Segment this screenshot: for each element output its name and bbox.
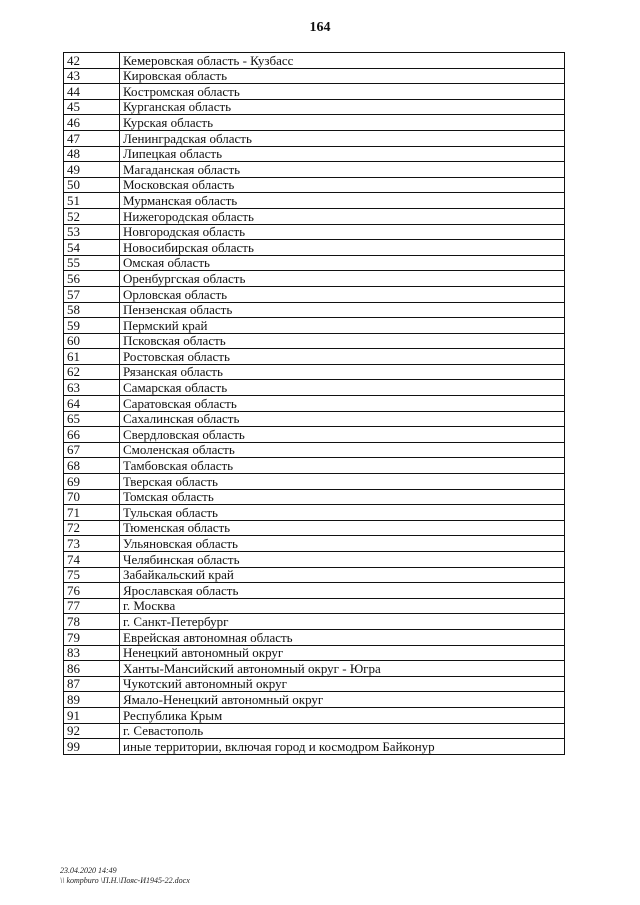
region-code-cell: 57: [64, 286, 120, 302]
region-name-cell: иные территории, включая город и космодром Байконур: [120, 739, 565, 755]
region-name-cell: Нижегородская область: [120, 208, 565, 224]
region-code-cell: 71: [64, 505, 120, 521]
region-code-cell: 50: [64, 177, 120, 193]
region-name-cell: Костромская область: [120, 84, 565, 100]
table-row: [64, 302, 565, 318]
table-row: [64, 505, 565, 521]
region-code-cell: 55: [64, 255, 120, 271]
region-name-cell: Мурманская область: [120, 193, 565, 209]
region-code-cell: 45: [64, 99, 120, 115]
region-name-cell: Еврейская автономная область: [120, 629, 565, 645]
region-name-cell: Ханты-Мансийский автономный округ - Югра: [120, 661, 565, 677]
regions-table-body: [64, 53, 565, 755]
region-name-cell: Республика Крым: [120, 707, 565, 723]
table-row: [64, 146, 565, 162]
table-row: [64, 349, 565, 365]
region-code-cell: 67: [64, 442, 120, 458]
region-code-cell: 56: [64, 271, 120, 287]
table-row: [64, 115, 565, 131]
region-name-cell: Тверская область: [120, 474, 565, 490]
region-name-cell: Магаданская область: [120, 162, 565, 178]
table-row: [64, 474, 565, 490]
table-row: [64, 458, 565, 474]
region-code-cell: 76: [64, 583, 120, 599]
region-name-cell: Кировская область: [120, 68, 565, 84]
region-code-cell: 61: [64, 349, 120, 365]
table-row: [64, 645, 565, 661]
table-row: [64, 162, 565, 178]
region-name-cell: Ярославская область: [120, 583, 565, 599]
table-row: [64, 224, 565, 240]
table-row: [64, 364, 565, 380]
table-row: [64, 583, 565, 599]
page-number: 164: [309, 20, 331, 35]
region-name-cell: Рязанская область: [120, 364, 565, 380]
table-row: [64, 53, 565, 69]
table-row: [64, 567, 565, 583]
region-name-cell: Липецкая область: [120, 146, 565, 162]
region-code-cell: 75: [64, 567, 120, 583]
region-name-cell: Омская область: [120, 255, 565, 271]
footer-file-path: \\ kompburo \П.Н.\Пояс-И1945-22.docx: [60, 876, 190, 885]
region-name-cell: Кемеровская область - Кузбасс: [120, 53, 565, 69]
region-name-cell: Саратовская область: [120, 396, 565, 412]
region-name-cell: Забайкальский край: [120, 567, 565, 583]
region-name-cell: г. Москва: [120, 598, 565, 614]
region-name-cell: г. Севастополь: [120, 723, 565, 739]
region-code-cell: 74: [64, 552, 120, 568]
table-row: [64, 614, 565, 630]
region-name-cell: Тамбовская область: [120, 458, 565, 474]
region-name-cell: Московская область: [120, 177, 565, 193]
region-code-cell: 69: [64, 474, 120, 490]
table-row: [64, 723, 565, 739]
table-row: [64, 193, 565, 209]
region-name-cell: Свердловская область: [120, 427, 565, 443]
region-code-cell: 59: [64, 318, 120, 334]
table-row: [64, 411, 565, 427]
region-code-cell: 79: [64, 629, 120, 645]
region-code-cell: 53: [64, 224, 120, 240]
table-row: [64, 442, 565, 458]
table-row: [64, 396, 565, 412]
table-row: [64, 692, 565, 708]
region-code-cell: 44: [64, 84, 120, 100]
region-code-cell: 83: [64, 645, 120, 661]
table-row: [64, 598, 565, 614]
region-code-cell: 63: [64, 380, 120, 396]
region-code-cell: 72: [64, 520, 120, 536]
region-name-cell: Пермский край: [120, 318, 565, 334]
table-row: [64, 380, 565, 396]
region-code-cell: 46: [64, 115, 120, 131]
region-code-cell: 62: [64, 364, 120, 380]
region-code-cell: 64: [64, 396, 120, 412]
table-row: [64, 707, 565, 723]
document-footer: [60, 866, 190, 886]
region-name-cell: Ростовская область: [120, 349, 565, 365]
table-row: [64, 286, 565, 302]
region-name-cell: Томская область: [120, 489, 565, 505]
region-code-cell: 92: [64, 723, 120, 739]
region-name-cell: Ямало-Ненецкий автономный округ: [120, 692, 565, 708]
region-code-cell: 70: [64, 489, 120, 505]
region-name-cell: Ленинградская область: [120, 130, 565, 146]
region-name-cell: Новосибирская область: [120, 240, 565, 256]
region-code-cell: 48: [64, 146, 120, 162]
region-name-cell: Смоленская область: [120, 442, 565, 458]
region-name-cell: Самарская область: [120, 380, 565, 396]
region-code-cell: 60: [64, 333, 120, 349]
table-row: [64, 629, 565, 645]
region-name-cell: Челябинская область: [120, 552, 565, 568]
region-code-cell: 52: [64, 208, 120, 224]
region-name-cell: Пензенская область: [120, 302, 565, 318]
region-code-cell: 66: [64, 427, 120, 443]
regions-table: [63, 52, 565, 755]
region-code-cell: 54: [64, 240, 120, 256]
table-row: [64, 520, 565, 536]
region-name-cell: Ненецкий автономный округ: [120, 645, 565, 661]
region-code-cell: 43: [64, 68, 120, 84]
table-row: [64, 333, 565, 349]
region-code-cell: 99: [64, 739, 120, 755]
footer-timestamp: 23.04.2020 14:49: [60, 866, 117, 875]
table-row: [64, 661, 565, 677]
region-name-cell: Тульская область: [120, 505, 565, 521]
region-name-cell: Новгородская область: [120, 224, 565, 240]
region-code-cell: 87: [64, 676, 120, 692]
region-name-cell: Орловская область: [120, 286, 565, 302]
region-name-cell: Курганская область: [120, 99, 565, 115]
region-code-cell: 58: [64, 302, 120, 318]
table-row: [64, 739, 565, 755]
region-code-cell: 89: [64, 692, 120, 708]
table-row: [64, 536, 565, 552]
region-name-cell: Псковская область: [120, 333, 565, 349]
region-code-cell: 65: [64, 411, 120, 427]
region-name-cell: г. Санкт-Петербург: [120, 614, 565, 630]
region-code-cell: 49: [64, 162, 120, 178]
table-row: [64, 427, 565, 443]
region-code-cell: 78: [64, 614, 120, 630]
table-row: [64, 240, 565, 256]
table-row: [64, 99, 565, 115]
table-row: [64, 271, 565, 287]
region-code-cell: 68: [64, 458, 120, 474]
table-row: [64, 177, 565, 193]
region-name-cell: Сахалинская область: [120, 411, 565, 427]
table-row: [64, 130, 565, 146]
region-code-cell: 47: [64, 130, 120, 146]
table-row: [64, 84, 565, 100]
region-code-cell: 42: [64, 53, 120, 69]
region-code-cell: 86: [64, 661, 120, 677]
table-row: [64, 68, 565, 84]
table-row: [64, 489, 565, 505]
table-row: [64, 676, 565, 692]
region-code-cell: 91: [64, 707, 120, 723]
region-name-cell: Тюменская область: [120, 520, 565, 536]
region-name-cell: Чукотский автономный округ: [120, 676, 565, 692]
region-name-cell: Оренбургская область: [120, 271, 565, 287]
table-row: [64, 318, 565, 334]
region-name-cell: Ульяновская область: [120, 536, 565, 552]
table-row: [64, 255, 565, 271]
table-row: [64, 208, 565, 224]
region-code-cell: 73: [64, 536, 120, 552]
region-code-cell: 77: [64, 598, 120, 614]
region-code-cell: 51: [64, 193, 120, 209]
table-row: [64, 552, 565, 568]
region-name-cell: Курская область: [120, 115, 565, 131]
